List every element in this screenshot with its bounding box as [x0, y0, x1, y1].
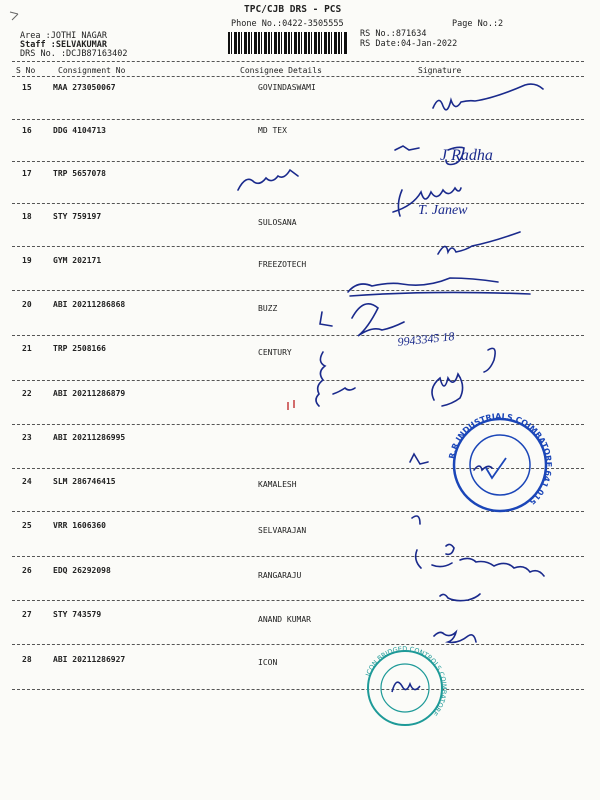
signature-26-a — [416, 550, 421, 568]
row-consignee: RANGARAJU — [258, 571, 302, 580]
col-header-consignment: Consignment No — [58, 66, 126, 75]
svg-text:ICON BRIDGED CONTROLS COIMBATO: ICON BRIDGED CONTROLS COIMBATORE — [364, 644, 449, 718]
signature-22 — [432, 374, 463, 406]
signature-21 — [316, 352, 325, 406]
row-consignment: VRR 1606360 — [53, 521, 106, 530]
row-consignment: GYM 202171 — [53, 256, 102, 265]
signature-26-c — [460, 558, 544, 576]
drs-number: DRS No. :DCJB87163402 — [20, 49, 128, 59]
signature-24 — [474, 466, 492, 470]
col-header-consignee: Consignee Details — [240, 66, 322, 75]
signature-28 — [434, 632, 476, 642]
col-header-sno: S No — [16, 66, 36, 75]
row-consignee: CENTURY — [258, 348, 292, 357]
area-label: Area :JOTHI NAGAR — [20, 31, 107, 41]
signature-26-b — [446, 544, 454, 554]
row-consignment: ABI 20211286995 — [53, 433, 126, 442]
phone-number: Phone No.:0422-3505555 — [231, 19, 344, 29]
row-sno: 27 — [22, 610, 32, 619]
row-consignee: ANAND KUMAR — [258, 615, 311, 624]
signature-20-strike — [350, 292, 530, 296]
company-stamp-icon — [364, 645, 448, 725]
handwritten-name-2: T. Janew — [418, 203, 468, 218]
row-sno: 24 — [22, 477, 32, 486]
signature-21-right — [484, 348, 495, 372]
svg-text:R.R INDUSTRIALS COIMBATORE 641: R.R INDUSTRIALS COIMBATORE 641 015 — [447, 411, 554, 507]
row-consignment: TRP 2508166 — [53, 344, 106, 353]
row-consignment: ABI 20211286879 — [53, 389, 126, 398]
handwritten-phone: 9943345 18 — [396, 329, 456, 349]
row-consignment: TRP 5657078 — [53, 169, 106, 178]
row-consignment: ABI 20211286868 — [53, 300, 126, 309]
signature-17-stroke — [398, 190, 402, 216]
staff-label: Staff :SELVAKUMAR — [20, 40, 107, 50]
document-title: TPC/CJB DRS - PCS — [244, 4, 342, 15]
row-consignee: FREEZOTECH — [258, 260, 307, 269]
margin-mark — [10, 12, 18, 20]
row-sno: 20 — [22, 300, 32, 309]
row-consignee: KAMALESH — [258, 480, 297, 489]
row-sno: 17 — [22, 169, 32, 178]
row-consignee: GOVINDASWAMI — [258, 83, 316, 92]
row-sno: 26 — [22, 566, 32, 575]
handwritten-name: J Radha — [440, 147, 493, 164]
signature-17-left — [238, 170, 298, 190]
signature-20-mark — [320, 312, 332, 326]
row-consignee: ICON — [258, 658, 278, 667]
row-sno: 28 — [22, 655, 32, 664]
signature-20-top — [348, 278, 498, 292]
row-consignment: DDG 4104713 — [53, 126, 106, 135]
row-sno: 18 — [22, 212, 32, 221]
row-consignee: SULOSANA — [258, 218, 297, 227]
rs-number: RS No.:871634 — [360, 29, 427, 39]
row-consignment: SLM 286746415 — [53, 477, 116, 486]
row-sno: 19 — [22, 256, 32, 265]
row-consignment: ABI 20211286927 — [53, 655, 126, 664]
row-consignment: EDQ 26292098 — [53, 566, 111, 575]
row-consignment: STY 743579 — [53, 610, 102, 619]
row-consignee: BUZZ — [258, 304, 278, 313]
company-stamp-rr — [447, 412, 553, 511]
row-consignee: SELVARAJAN — [258, 526, 307, 535]
signature-26-d — [432, 563, 452, 567]
row-sno: 22 — [22, 389, 32, 398]
row-sno: 16 — [22, 126, 32, 135]
row-consignee: MD TEX — [258, 126, 287, 135]
rs-date: RS Date:04-Jan-2022 — [360, 39, 458, 49]
signature-24-mark — [410, 454, 428, 464]
signature-16-mark — [395, 146, 419, 150]
signature-20 — [352, 304, 404, 336]
red-mark — [288, 400, 294, 410]
col-header-signature: Signature — [418, 66, 462, 75]
row-consignment: STY 759197 — [53, 212, 102, 221]
signature-21-wave — [333, 388, 355, 394]
row-consignment: MAA 273050067 — [53, 83, 116, 92]
signature-19 — [438, 232, 520, 254]
row-sno: 15 — [22, 83, 32, 92]
signature-27 — [440, 594, 480, 601]
row-sno: 21 — [22, 344, 32, 353]
page-number: Page No.:2 — [452, 19, 504, 29]
signature-15 — [433, 84, 543, 110]
row-sno: 23 — [22, 433, 32, 442]
row-sno: 25 — [22, 521, 32, 530]
signature-25-mark — [412, 516, 420, 524]
